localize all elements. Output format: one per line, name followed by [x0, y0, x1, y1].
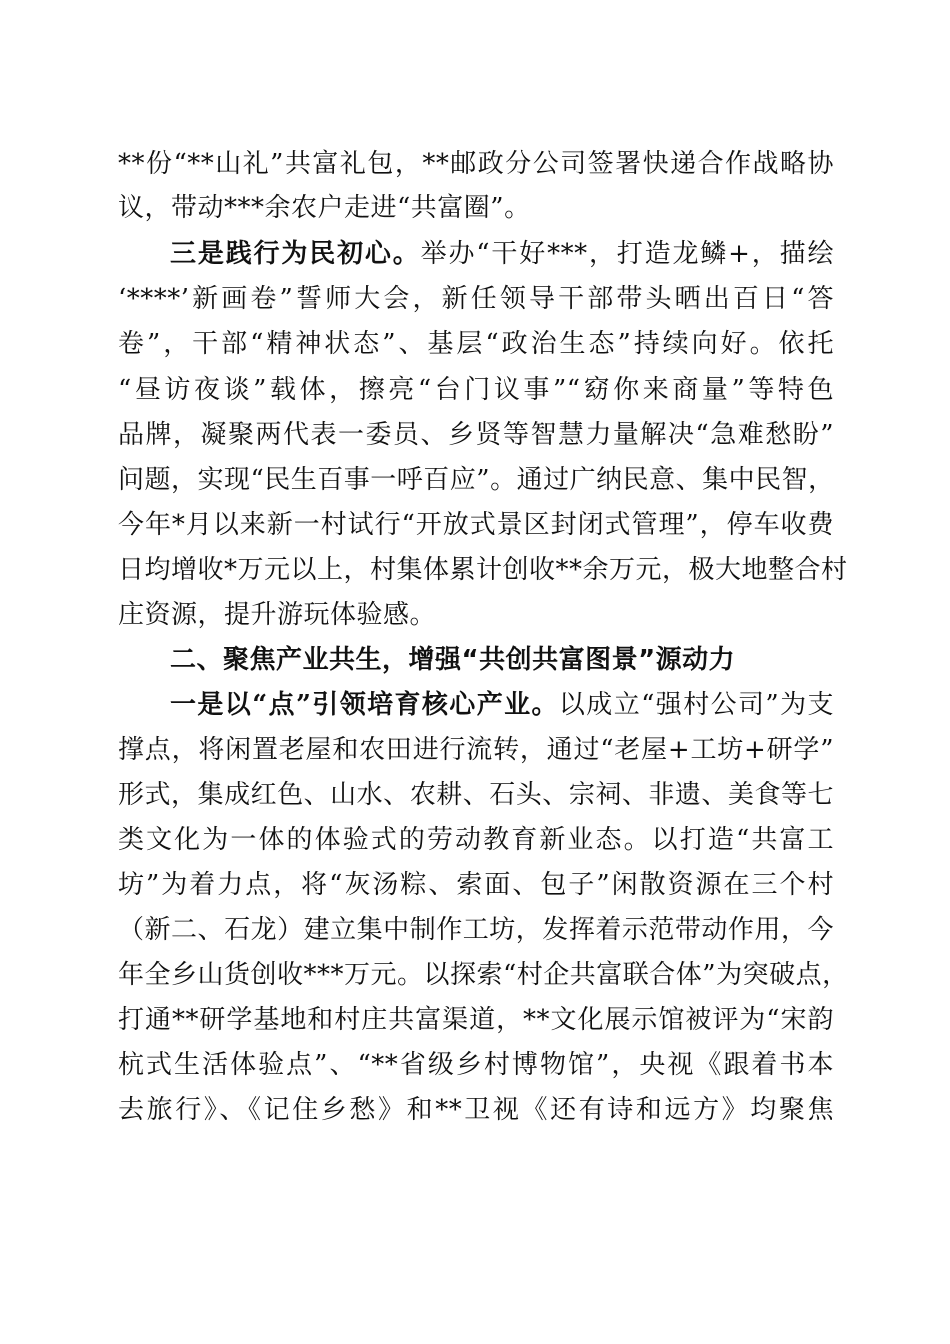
text-line: 坊”为着力点，将“灰汤粽、索面、包子”闲散资源在三个村 [118, 870, 834, 900]
text-line: （新二、石龙）建立集中制作工坊，发挥着示范带动作用，今 [118, 915, 834, 945]
text-line: 形式，集成红色、山水、农耕、石头、宗祠、非遗、美食等七 [118, 780, 834, 810]
text-line: 年全乡山货创收***万元。以探索“村企共富联合体”为突破点， [118, 960, 849, 990]
text-line: ‘****’新画卷”誓师大会，新任领导干部带头晒出百日“答 [118, 284, 834, 314]
paragraph-lead: 一是以“点”引领培育核心产业。 [170, 690, 559, 720]
paragraph-lead: 三是践行为民初心。 [170, 239, 421, 269]
paragraph-first-line [170, 684, 834, 726]
section-heading: 二、聚焦产业共生，增强“共创共富图景”源动力 [170, 645, 736, 675]
paragraph-text: 以成立“强村公司”为支 [558, 690, 834, 720]
text-line: 问题，实现“民生百事一呼百应”。通过广纳民意、集中民智， [118, 465, 835, 495]
text-line: 议，带动***余农户走进“共富圈”。 [118, 193, 531, 223]
text-line: **份“**山礼”共富礼包，**邮政分公司签署快递合作战略协 [118, 149, 834, 179]
text-line: 类文化为一体的体验式的劳动教育新业态。以打造“共富工 [118, 825, 834, 855]
text-line: 品牌，凝聚两代表一委员、乡贤等智慧力量解决“急难愁盼” [118, 420, 834, 450]
paragraph-first-line [170, 233, 834, 275]
text-line: 撑点，将闲置老屋和农田进行流转，通过“老屋+工坊+研学” [118, 735, 834, 765]
text-line: 日均增收*万元以上，村集体累计创收**余万元，极大地整合村 [118, 555, 848, 585]
text-line: 今年*月以来新一村试行“开放式景区封闭式管理”，停车收费 [118, 510, 834, 540]
text-line: 庄资源，提升游玩体验感。 [118, 600, 437, 630]
text-line: 杭式生活体验点”、“**省级乡村博物馆”，央视《跟着书本 [118, 1050, 834, 1080]
text-line: 打通**研学基地和村庄共富渠道，**文化展示馆被评为“宋韵 [118, 1005, 834, 1035]
text-line: “昼访夜谈”载体，擦亮“台门议事”“窈你来商量”等特色 [118, 375, 834, 405]
text-line: 卷”，干部“精神状态”、基层“政治生态”持续向好。依托 [118, 329, 834, 359]
paragraph-text: 举办“干好***，打造龙鳞+，描绘 [420, 239, 834, 269]
text-line: 去旅行》、《记住乡愁》和**卫视《还有诗和远方》均聚焦 [118, 1095, 834, 1125]
